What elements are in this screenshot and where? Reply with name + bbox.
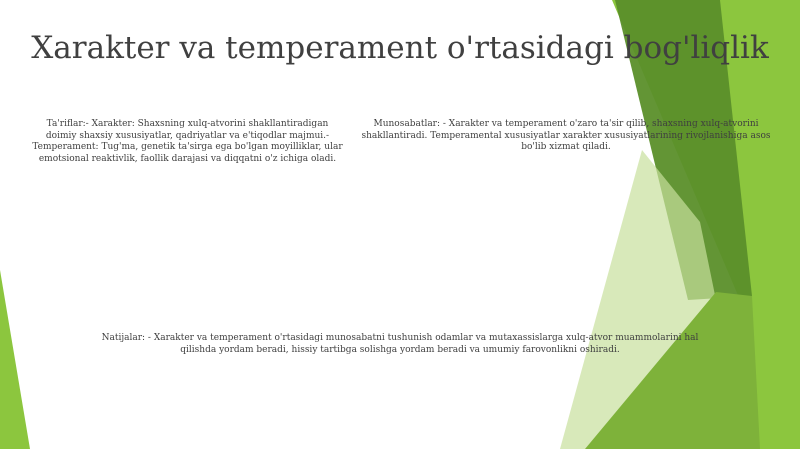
results-text: Natijalar: - Xarakter va temperament o'rtasidagi munosabatni tushunish odamlar va mutaxassislarga xulq-atvor muammolarini hal qilishda yordam beradi, hissiy tartibga solishga yordam beradi va umumiy farovonlikni oshiradi. — [101, 333, 699, 355]
relations-text: Munosabatlar: - Xarakter va temperament o'zaro ta'sir qilib, shaxsning xulq-atvorini shakllantiradi. Temperamental xususiyatlar xarakter xususiyatlarining rivojlanishiga asos bo'lib xizmat qiladi. — [361, 119, 771, 152]
slide-title: Xarakter va temperament o'rtasidagi bog'liqlik — [31, 30, 769, 66]
definitions-text: Ta'riflar:- Xarakter: Shaxsning xulq-atvorini shakllantiradigan doimiy shaxsiy xususiyatlar, qadriyatlar va e'tiqodlar majmui.- Temperament: Tug'ma, genetik ta'sirga ega bo'lgan moyilliklar, ular emotsional reaktivlik, faollik darajasi va diqqatni o'z ichiga oladi. — [32, 119, 343, 164]
left-green-sliver — [0, 270, 30, 449]
